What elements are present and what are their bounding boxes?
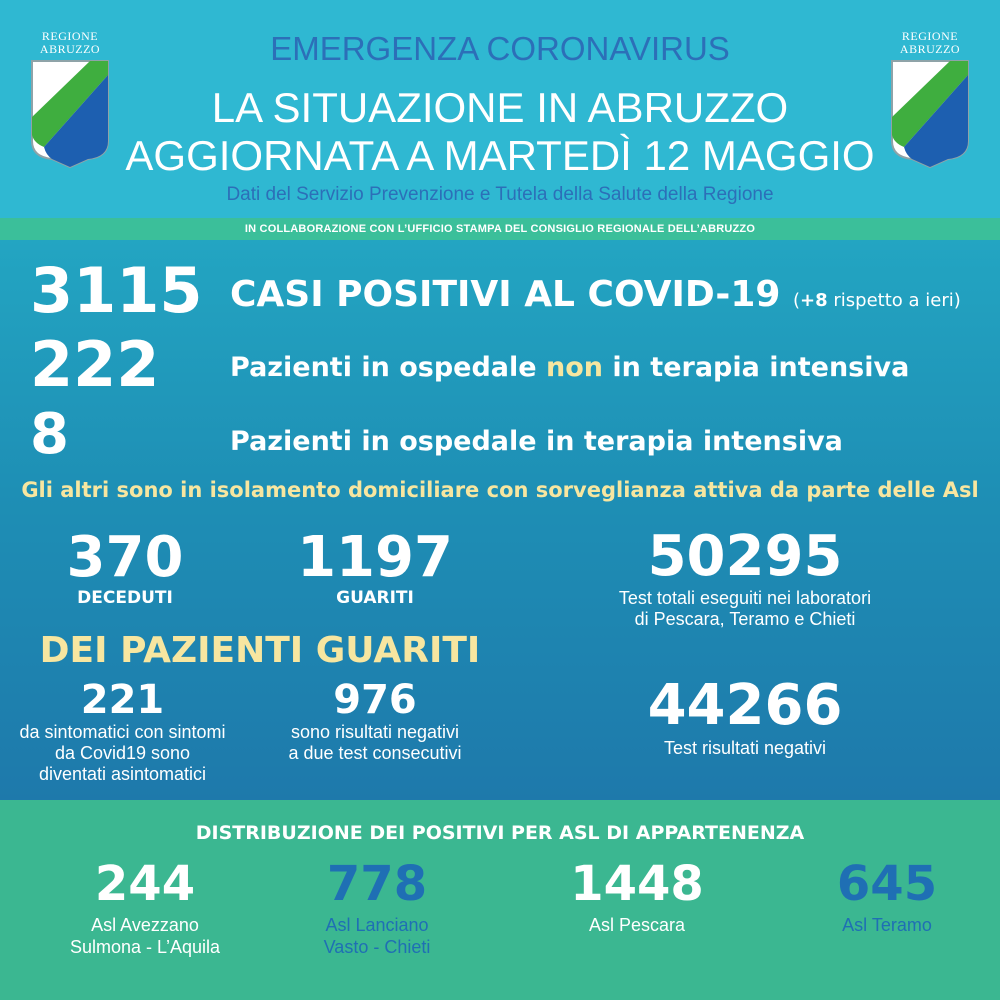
recovered-count: 1197: [297, 525, 453, 590]
update-date: AGGIORNATA A MARTEDÌ 12 MAGGIO: [125, 132, 875, 179]
hospital-icu-count: 8: [30, 402, 69, 467]
asl-count: 778: [326, 856, 428, 912]
asl-lanciano: 778 Asl Lanciano Vasto - Chieti: [262, 854, 492, 958]
deceased-count: 370: [66, 525, 184, 590]
emergency-title: EMERGENZA CORONAVIRUS: [270, 30, 730, 67]
hospital-icu-label: Pazienti in ospedale in terapia intensiva: [230, 426, 843, 457]
asl-avezzano: 244 Asl Avezzano Sulmona - L’Aquila: [30, 854, 260, 958]
positives-count: 3115: [30, 254, 203, 327]
distribution-panel: [0, 800, 1000, 1000]
recovered-breakdown-title: DEI PAZIENTI GUARITI: [39, 630, 481, 671]
isolation-note: Gli altri sono in isolamento domiciliare con sorveglianza attiva da parte delle Asl: [21, 478, 979, 502]
tests-line2: di Pescara, Teramo e Chieti: [634, 609, 856, 629]
asl-teramo: 645 Asl Teramo: [772, 854, 1000, 936]
main-panel: [0, 240, 1000, 800]
highlight-non: non: [546, 352, 604, 383]
positives-delta: (+8 rispetto a ieri): [792, 290, 961, 311]
header: [0, 0, 1000, 218]
negative-twice-count: 976: [333, 677, 417, 723]
logo-text: REGIONE ABRUZZO: [899, 29, 961, 56]
asl-count: 645: [836, 856, 938, 912]
collaboration-strip: IN COLLABORAZIONE CON L’UFFICIO STAMPA DEL CONSIGLIO REGIONALE DELL’ABRUZZO: [0, 218, 1000, 240]
asl-count: 1448: [570, 856, 704, 912]
hospital-non-icu-count: 222: [30, 328, 160, 401]
asymptomatic-count: 221: [80, 677, 165, 723]
tests-line1: Test totali eseguiti nei laboratori: [618, 588, 872, 608]
distribution-title: DISTRIBUZIONE DEI POSITIVI PER ASL DI APPARTENENZA: [195, 822, 805, 844]
asl-pescara: 1448 Asl Pescara: [522, 854, 752, 936]
deceased-label: DECEDUTI: [77, 588, 173, 608]
page-title: LA SITUAZIONE IN ABRUZZO: [211, 84, 789, 131]
negative-tests-stat: [590, 674, 900, 759]
asymptomatic-stat: 221 da sintomatici con sintomi da Covid19 sono diventati asintomatici: [0, 678, 245, 785]
recovered-label: GUARITI: [336, 588, 414, 608]
deceased-stat: [50, 525, 200, 608]
logo-text: REGIONE ABRUZZO: [39, 29, 101, 56]
recovered-stat: [290, 525, 460, 608]
tests-count: 50295: [647, 524, 843, 589]
asl-count: 244: [94, 856, 196, 912]
hospital-non-icu-label: Pazienti in ospedale non in terapia intensiva: [230, 352, 910, 383]
negative-tests-label: Test risultati negativi: [663, 738, 827, 758]
tests-stat: [580, 526, 910, 630]
negative-twice-stat: 976 sono risultati negativi a due test consecutivi: [270, 678, 480, 764]
positives-label: CASI POSITIVI AL COVID-19 (+8 rispetto a ieri): [230, 274, 961, 315]
data-source: Dati del Servizio Prevenzione e Tutela della Salute della Regione: [226, 184, 774, 205]
negative-tests-count: 44266: [647, 673, 843, 738]
